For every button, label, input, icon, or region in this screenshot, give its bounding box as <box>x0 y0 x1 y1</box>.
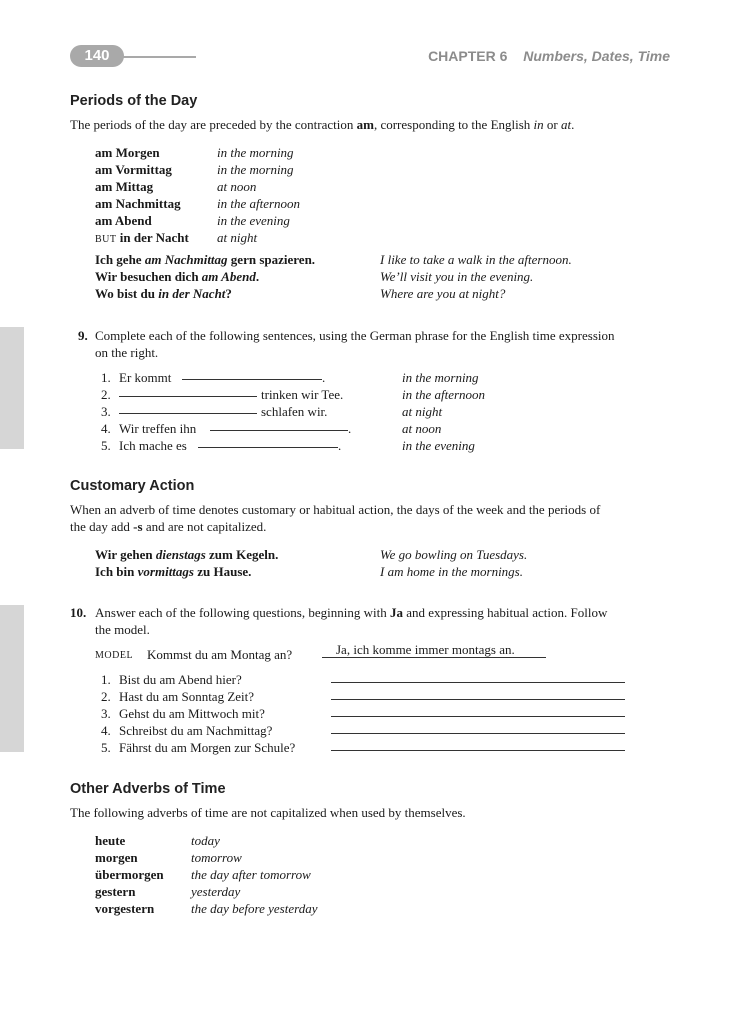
answer-line[interactable] <box>331 716 625 717</box>
answer-line[interactable] <box>331 699 625 700</box>
section-heading-periods: Periods of the Day <box>70 93 198 109</box>
item-number: 4. <box>101 723 111 738</box>
exercise-10-number: 10. <box>70 605 87 620</box>
period-de: am Morgen <box>95 145 160 160</box>
question-text: Gehst du am Mittwoch mit? <box>119 706 265 721</box>
page-number: 140 <box>84 47 110 64</box>
answer-line[interactable] <box>331 733 625 734</box>
period-de: am Mittag <box>95 179 154 194</box>
adverb-en: the day after tomorrow <box>191 867 311 882</box>
model-answer-line <box>322 657 546 658</box>
question-text: Bist du am Abend hier? <box>119 672 242 687</box>
answer-blank[interactable] <box>182 379 322 380</box>
item-number: 2. <box>101 387 111 402</box>
header-rule <box>122 56 196 58</box>
adverb-en: tomorrow <box>191 850 242 865</box>
period-example: Wo bist du in der Nacht? <box>95 286 232 301</box>
item-number: 1. <box>101 672 111 687</box>
period-en: at night <box>217 230 258 245</box>
margin-tab-bottom <box>0 605 24 752</box>
item-number: 4. <box>101 421 111 436</box>
adverb-en: today <box>191 833 220 848</box>
customary-intro-cont: the day add -s and are not capitalized. <box>70 519 267 534</box>
item-number: 2. <box>101 689 111 704</box>
item-hint: in the morning <box>402 370 479 385</box>
adverb-de: vorgestern <box>95 901 155 916</box>
but-label: BUT <box>95 234 117 245</box>
chapter-header <box>428 48 670 65</box>
item-hint: at noon <box>402 421 442 436</box>
period-example-en: We’ll visit you in the evening. <box>380 269 534 284</box>
item-number: 5. <box>101 438 111 453</box>
answer-blank[interactable] <box>210 430 348 431</box>
period-de: am Abend <box>95 213 152 228</box>
answer-blank[interactable] <box>119 413 257 414</box>
period-de-but: BUT in der Nacht <box>95 230 189 245</box>
model-question: Kommst du am Montag an? <box>147 647 293 662</box>
exercise-9-instruction: Complete each of the following sentences, using the German phrase for the English time expression <box>95 328 615 343</box>
exercise-10-instruction-cont: the model. <box>95 622 150 637</box>
period-en: in the morning <box>217 162 294 177</box>
section-heading-adverbs: Other Adverbs of Time <box>70 781 226 797</box>
exercise-10-instruction: Answer each of the following questions, beginning with Ja and expressing habitual action. Follow <box>95 605 608 620</box>
item-text-before: Ich mache es <box>119 438 187 453</box>
item-hint: at night <box>402 404 443 419</box>
page-number-badge <box>70 45 124 67</box>
period-en: in the afternoon <box>217 196 301 211</box>
period-example-en: I like to take a walk in the afternoon. <box>380 252 572 267</box>
periods-intro: The periods of the day are preceded by the contraction am, corresponding to the English in or at. <box>70 117 575 132</box>
item-number: 3. <box>101 404 111 419</box>
adverb-en: yesterday <box>191 884 241 899</box>
period-de: am Vormittag <box>95 162 172 177</box>
item-number: 1. <box>101 370 111 385</box>
period-de: am Nachmittag <box>95 196 181 211</box>
period-en: at noon <box>217 179 257 194</box>
customary-example: Ich bin vormittags zu Hause. <box>95 564 252 579</box>
item-number: 3. <box>101 706 111 721</box>
margin-tab-top <box>0 327 24 449</box>
model-label: MODEL <box>95 650 134 661</box>
period-en: in the morning <box>217 145 294 160</box>
adverb-de: gestern <box>95 884 136 899</box>
answer-blank[interactable] <box>198 447 338 448</box>
period-en: in the evening <box>217 213 290 228</box>
period-example: Ich gehe am Nachmittag gern spazieren. <box>95 252 316 267</box>
item-text-after: . <box>348 421 352 436</box>
answer-blank[interactable] <box>119 396 257 397</box>
adverb-de: heute <box>95 833 126 848</box>
adverb-de: morgen <box>95 850 138 865</box>
chapter-title: Numbers, Dates, Time <box>523 48 670 64</box>
item-text-before: Er kommt <box>119 370 172 385</box>
item-number: 5. <box>101 740 111 755</box>
customary-intro: When an adverb of time denotes customary or habitual action, the days of the week and the periods of <box>70 502 601 517</box>
period-example-en: Where are you at night? <box>380 286 506 301</box>
answer-line[interactable] <box>331 682 625 683</box>
customary-example-en: I am home in the mornings. <box>380 564 523 579</box>
adverbs-intro: The following adverbs of time are not capitalized when used by themselves. <box>70 805 466 820</box>
section-heading-customary: Customary Action <box>70 478 195 494</box>
chapter-label: CHAPTER 6 <box>428 48 508 64</box>
answer-line[interactable] <box>331 750 625 751</box>
adverb-en: the day before yesterday <box>191 901 318 916</box>
item-hint: in the evening <box>402 438 475 453</box>
item-text-before: Wir treffen ihn <box>119 421 197 436</box>
adverb-de: übermorgen <box>95 867 164 882</box>
period-example: Wir besuchen dich am Abend. <box>95 269 260 284</box>
question-text: Schreibst du am Nachmittag? <box>119 723 273 738</box>
exercise-9-instruction-cont: on the right. <box>95 345 159 360</box>
item-text-after: schlafen wir. <box>261 404 328 419</box>
customary-example-en: We go bowling on Tuesdays. <box>380 547 528 562</box>
model-answer: Ja, ich komme immer montags an. <box>336 642 515 657</box>
item-text-after: . <box>322 370 326 385</box>
exercise-9-number: 9. <box>78 328 88 343</box>
question-text: Hast du am Sonntag Zeit? <box>119 689 255 704</box>
item-text-after: . <box>338 438 342 453</box>
question-text: Fährst du am Morgen zur Schule? <box>119 740 296 755</box>
item-hint: in the afternoon <box>402 387 486 402</box>
customary-example: Wir gehen dienstags zum Kegeln. <box>95 547 279 562</box>
item-text-after: trinken wir Tee. <box>261 387 344 402</box>
